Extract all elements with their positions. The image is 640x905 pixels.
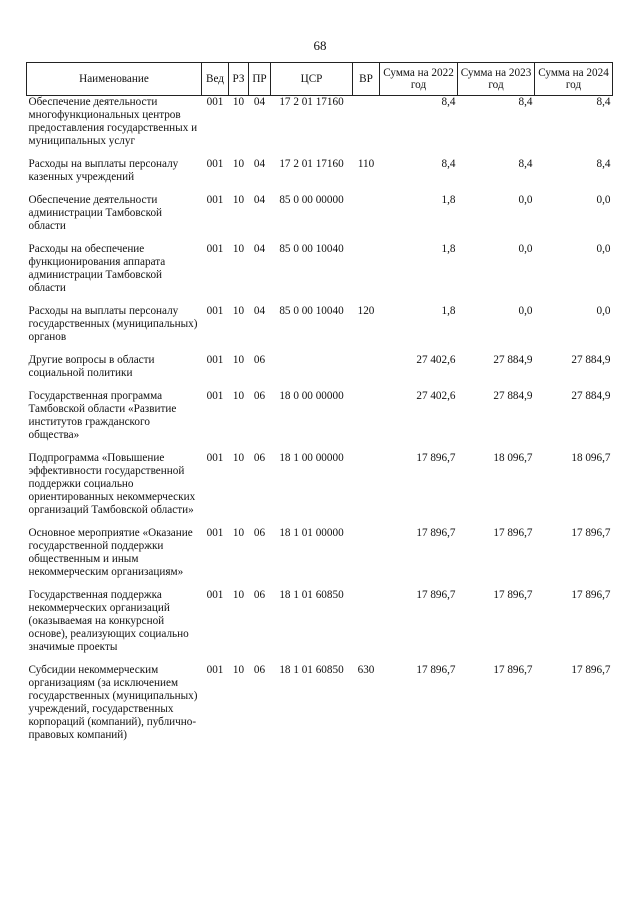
cell-sum-2022: 8,4 xyxy=(441,96,456,108)
header-csr: ЦСР xyxy=(271,63,353,96)
cell-vr xyxy=(353,354,380,390)
cell-rz: 10 xyxy=(232,305,245,317)
table-row xyxy=(27,452,613,527)
table-row xyxy=(27,390,613,452)
cell-rz: 10 xyxy=(232,664,245,676)
header-vr: ВР xyxy=(353,63,380,96)
cell-csr: 85 0 00 10040 xyxy=(279,243,344,255)
cell-rz: 10 xyxy=(232,243,245,255)
cell-sum-2023: 17 896,7 xyxy=(493,589,533,601)
cell-vr xyxy=(353,194,380,243)
cell-ved: 001 xyxy=(206,527,224,539)
cell-sum-2022: 8,4 xyxy=(441,158,456,170)
cell-sum-2022: 1,8 xyxy=(441,194,456,206)
table-row xyxy=(27,243,613,305)
table-row xyxy=(27,305,613,354)
cell-sum-2023: 0,0 xyxy=(518,194,533,206)
cell-sum-2022: 17 896,7 xyxy=(416,527,456,539)
table-row xyxy=(27,96,613,159)
cell-ved: 001 xyxy=(206,243,224,255)
cell-sum-2024: 8,4 xyxy=(596,96,611,108)
cell-pr: 04 xyxy=(253,96,266,108)
cell-sum-2022: 17 896,7 xyxy=(416,589,456,601)
cell-sum-2022: 17 896,7 xyxy=(416,452,456,464)
cell-sum-2023: 27 884,9 xyxy=(493,354,533,366)
cell-vr: 110 xyxy=(357,158,375,170)
cell-pr: 06 xyxy=(253,527,266,539)
cell-csr: 18 1 01 00000 xyxy=(279,527,344,539)
header-sum-2022: Сумма на 2022 год xyxy=(380,63,458,96)
cell-pr: 06 xyxy=(253,664,266,676)
cell-ved: 001 xyxy=(206,390,224,402)
table-header-row xyxy=(27,63,613,96)
cell-sum-2023: 17 896,7 xyxy=(493,664,533,676)
cell-sum-2023: 17 896,7 xyxy=(493,527,533,539)
cell-sum-2024: 18 096,7 xyxy=(571,452,611,464)
cell-vr xyxy=(353,589,380,664)
cell-csr: 85 0 00 10040 xyxy=(279,305,344,317)
header-ved: Вед xyxy=(202,63,229,96)
cell-sum-2023: 0,0 xyxy=(518,305,533,317)
cell-vr: 630 xyxy=(357,664,375,676)
table-row xyxy=(27,589,613,664)
cell-ved: 001 xyxy=(206,452,224,464)
cell-sum-2022: 17 896,7 xyxy=(416,664,456,676)
table-row xyxy=(27,664,613,752)
cell-ved: 001 xyxy=(206,96,224,108)
cell-csr: 18 1 01 60850 xyxy=(279,589,344,601)
cell-pr: 04 xyxy=(253,305,266,317)
table-row xyxy=(27,527,613,589)
cell-csr: 17 2 01 17160 xyxy=(279,96,344,108)
header-sum-2024: Сумма на 2024 год xyxy=(535,63,613,96)
cell-sum-2022: 27 402,6 xyxy=(416,390,456,402)
cell-rz: 10 xyxy=(232,158,245,170)
cell-ved: 001 xyxy=(206,664,224,676)
cell-sum-2022: 1,8 xyxy=(441,305,456,317)
cell-pr: 04 xyxy=(253,158,266,170)
cell-sum-2022: 27 402,6 xyxy=(416,354,456,366)
cell-csr: 18 0 00 00000 xyxy=(279,390,344,402)
cell-pr: 06 xyxy=(253,589,266,601)
cell-pr: 04 xyxy=(253,243,266,255)
cell-rz: 10 xyxy=(232,589,245,601)
table-row xyxy=(27,158,613,194)
cell-sum-2023: 8,4 xyxy=(518,158,533,170)
cell-ved: 001 xyxy=(206,354,224,366)
cell-name: Субсидии некоммерческим организациям (за исключением государственных (муниципальных) учреждений, государственных корпораций (компаний), публично-правовых компаний) xyxy=(28,664,198,741)
cell-csr: 85 0 00 00000 xyxy=(279,194,344,206)
budget-table xyxy=(26,62,613,752)
cell-vr xyxy=(353,390,380,452)
cell-name: Расходы на выплаты персоналу казенных учреждений xyxy=(28,158,179,183)
cell-csr xyxy=(271,354,353,390)
cell-sum-2022: 1,8 xyxy=(441,243,456,255)
cell-sum-2024: 27 884,9 xyxy=(571,354,611,366)
cell-rz: 10 xyxy=(232,452,245,464)
cell-vr xyxy=(353,243,380,305)
cell-sum-2024: 0,0 xyxy=(596,305,611,317)
cell-ved: 001 xyxy=(206,589,224,601)
header-name: Наименование xyxy=(27,63,202,96)
cell-rz: 10 xyxy=(232,527,245,539)
cell-vr xyxy=(353,96,380,159)
cell-name: Обеспечение деятельности администрации Тамбовской области xyxy=(28,194,163,232)
cell-vr: 120 xyxy=(357,305,375,317)
cell-name: Государственная поддержка некоммерческих организаций (оказываемая на конкурсной основе), реализующих социально значимые проекты xyxy=(28,589,189,653)
cell-name: Подпрограмма «Повышение эффективности государственной поддержки социально ориентированных некоммерческих организаций Тамбовской области» xyxy=(28,452,196,516)
cell-sum-2023: 27 884,9 xyxy=(493,390,533,402)
cell-sum-2024: 0,0 xyxy=(596,243,611,255)
cell-rz: 10 xyxy=(232,96,245,108)
cell-sum-2024: 17 896,7 xyxy=(571,527,611,539)
cell-rz: 10 xyxy=(232,354,245,366)
cell-sum-2023: 8,4 xyxy=(518,96,533,108)
cell-pr: 04 xyxy=(253,194,266,206)
cell-name: Государственная программа Тамбовской области «Развитие институтов гражданского общества» xyxy=(28,390,177,441)
cell-pr: 06 xyxy=(253,354,266,366)
table-row xyxy=(27,354,613,390)
header-pr: ПР xyxy=(249,63,271,96)
cell-name: Основное мероприятие «Оказание государственной поддержки общественным и иным некоммерческим организациям» xyxy=(28,527,193,578)
cell-sum-2024: 0,0 xyxy=(596,194,611,206)
cell-ved: 001 xyxy=(206,158,224,170)
cell-rz: 10 xyxy=(232,194,245,206)
cell-sum-2024: 17 896,7 xyxy=(571,589,611,601)
cell-csr: 18 1 01 60850 xyxy=(279,664,344,676)
cell-csr: 18 1 00 00000 xyxy=(279,452,344,464)
cell-sum-2023: 18 096,7 xyxy=(493,452,533,464)
cell-pr: 06 xyxy=(253,390,266,402)
cell-csr: 17 2 01 17160 xyxy=(279,158,344,170)
cell-sum-2023: 0,0 xyxy=(518,243,533,255)
header-rz: РЗ xyxy=(229,63,249,96)
cell-rz: 10 xyxy=(232,390,245,402)
table-body xyxy=(27,96,613,753)
cell-name: Обеспечение деятельности многофункциональных центров предоставления государственных и муниципальных услуг xyxy=(28,96,198,147)
table-row xyxy=(27,194,613,243)
cell-sum-2024: 8,4 xyxy=(596,158,611,170)
cell-vr xyxy=(353,452,380,527)
cell-vr xyxy=(353,527,380,589)
cell-sum-2024: 17 896,7 xyxy=(571,664,611,676)
cell-name: Другие вопросы в области социальной политики xyxy=(28,354,155,379)
cell-ved: 001 xyxy=(206,194,224,206)
cell-ved: 001 xyxy=(206,305,224,317)
header-sum-2023: Сумма на 2023 год xyxy=(458,63,535,96)
cell-name: Расходы на выплаты персоналу государственных (муниципальных) органов xyxy=(28,305,198,343)
cell-sum-2024: 27 884,9 xyxy=(571,390,611,402)
page-number: 68 xyxy=(313,38,327,53)
cell-pr: 06 xyxy=(253,452,266,464)
cell-name: Расходы на обеспечение функционирования аппарата администрации Тамбовской области xyxy=(28,243,166,294)
